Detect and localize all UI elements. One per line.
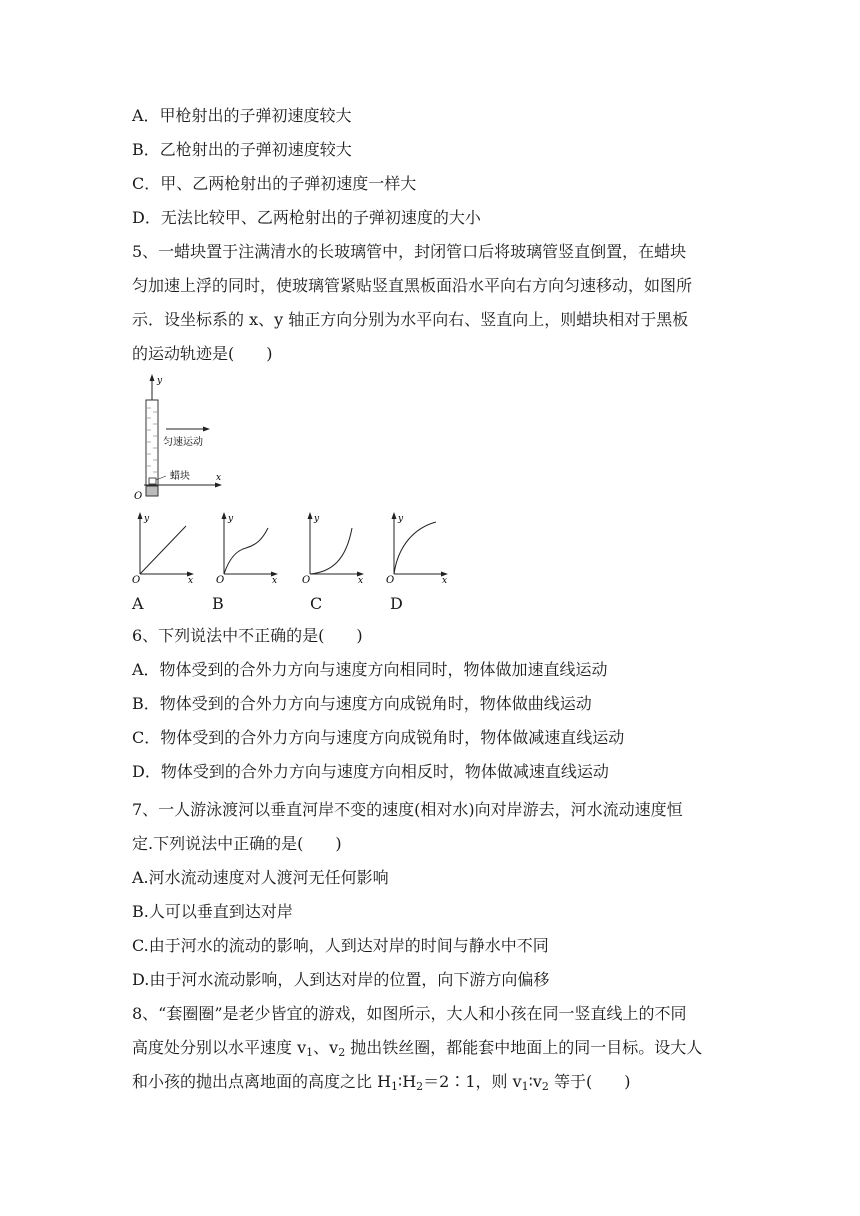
tube-axis-x-label: x: [216, 473, 222, 483]
graph-b-x-label: x: [272, 576, 278, 584]
graph-d: [386, 510, 454, 584]
q8-stem-line-2: 高度处分别以水平速度 $v_1$、$v_2$ 抛出铁丝圈，都能套中地面上的同一目标。设大人: [132, 1038, 703, 1059]
q5-stem-line-4: 的运动轨迹是( ): [132, 344, 273, 363]
graph-c-x-label: x: [358, 576, 364, 584]
graph-d-origin: O: [386, 575, 395, 584]
q7-stem-line-2: 定.下列说法中正确的是( ): [132, 834, 342, 853]
tube-axis-y-label: y: [157, 376, 163, 386]
graph-d-x-label: x: [442, 576, 448, 584]
motion-label: 匀速运动: [163, 437, 203, 448]
graph-c: [302, 510, 370, 584]
q6-stem: 6、下列说法中不正确的是( ): [132, 626, 363, 645]
graph-a: [132, 510, 200, 584]
graph-label-c: C: [310, 594, 323, 613]
graph-a-origin: O: [132, 575, 141, 584]
q4-option-c: C．甲、乙两枪射出的子弹初速度一样大: [132, 174, 417, 193]
tube-origin-label: O: [134, 491, 143, 500]
graph-b: [216, 510, 284, 584]
graph-c-y-label: y: [314, 514, 320, 524]
graph-a-y-label: y: [144, 514, 150, 524]
q5-stem-line-1: 5、一蜡块置于注满清水的长玻璃管中，封闭管口后将玻璃管竖直倒置，在蜡块: [132, 242, 687, 261]
q4-option-d: D．无法比较甲、乙两枪射出的子弹初速度的大小: [132, 208, 481, 227]
q6-option-d: D．物体受到的合外力方向与速度方向相反时，物体做减速直线运动: [132, 762, 609, 781]
graph-c-origin: O: [302, 575, 311, 584]
graph-label-b: B: [212, 594, 224, 613]
graph-a-x-label: x: [188, 576, 194, 584]
q8-stem-line-1: 8、“套圈圈”是老少皆宜的游戏，如图所示，大人和小孩在同一竖直线上的不同: [132, 1004, 687, 1023]
q5-stem-line-3: 示．设坐标系的 x、y 轴正方向分别为水平向右、竖直向上，则蜡块相对于黑板: [132, 310, 689, 329]
graph-label-a: A: [132, 594, 144, 613]
graph-label-d: D: [390, 594, 403, 613]
q4-option-a: A．甲枪射出的子弹初速度较大: [132, 106, 352, 125]
q7-option-d: D.由于河水流动影响，人到达对岸的位置，向下游方向偏移: [132, 970, 550, 989]
q7-option-b: B.人可以垂直到达对岸: [132, 902, 293, 921]
q4-option-b: B．乙枪射出的子弹初速度较大: [132, 140, 352, 159]
q6-option-a: A．物体受到的合外力方向与速度方向相同时，物体做加速直线运动: [132, 660, 608, 679]
q8-stem-line-3: 和小孩的抛出点离地面的高度之比 $H_1∶H_2=2∶1$，则 $v_1∶v_2$ 等于( ): [132, 1072, 631, 1093]
block-label: 蜡块: [170, 471, 190, 482]
q7-option-a: A.河水流动速度对人渡河无任何影响: [132, 868, 389, 887]
q6-option-b: B．物体受到的合外力方向与速度方向成锐角时，物体做曲线运动: [132, 694, 592, 713]
q5-stem-line-2: 匀加速上浮的同时，使玻璃管紧贴竖直黑板面沿水平向右方向匀速移动，如图所: [132, 276, 693, 295]
graph-d-y-label: y: [398, 514, 404, 524]
q7-option-c: C.由于河水的流动的影响，人到达对岸的时间与静水中不同: [132, 936, 549, 955]
q6-option-c: C．物体受到的合外力方向与速度方向成锐角时，物体做减速直线运动: [132, 728, 625, 747]
graph-b-y-label: y: [228, 514, 234, 524]
tube-figure: [130, 372, 240, 500]
graph-b-origin: O: [216, 575, 225, 584]
q7-stem-line-1: 7、一人游泳渡河以垂直河岸不变的速度(相对水)向对岸游去，河水流动速度恒: [132, 800, 683, 819]
